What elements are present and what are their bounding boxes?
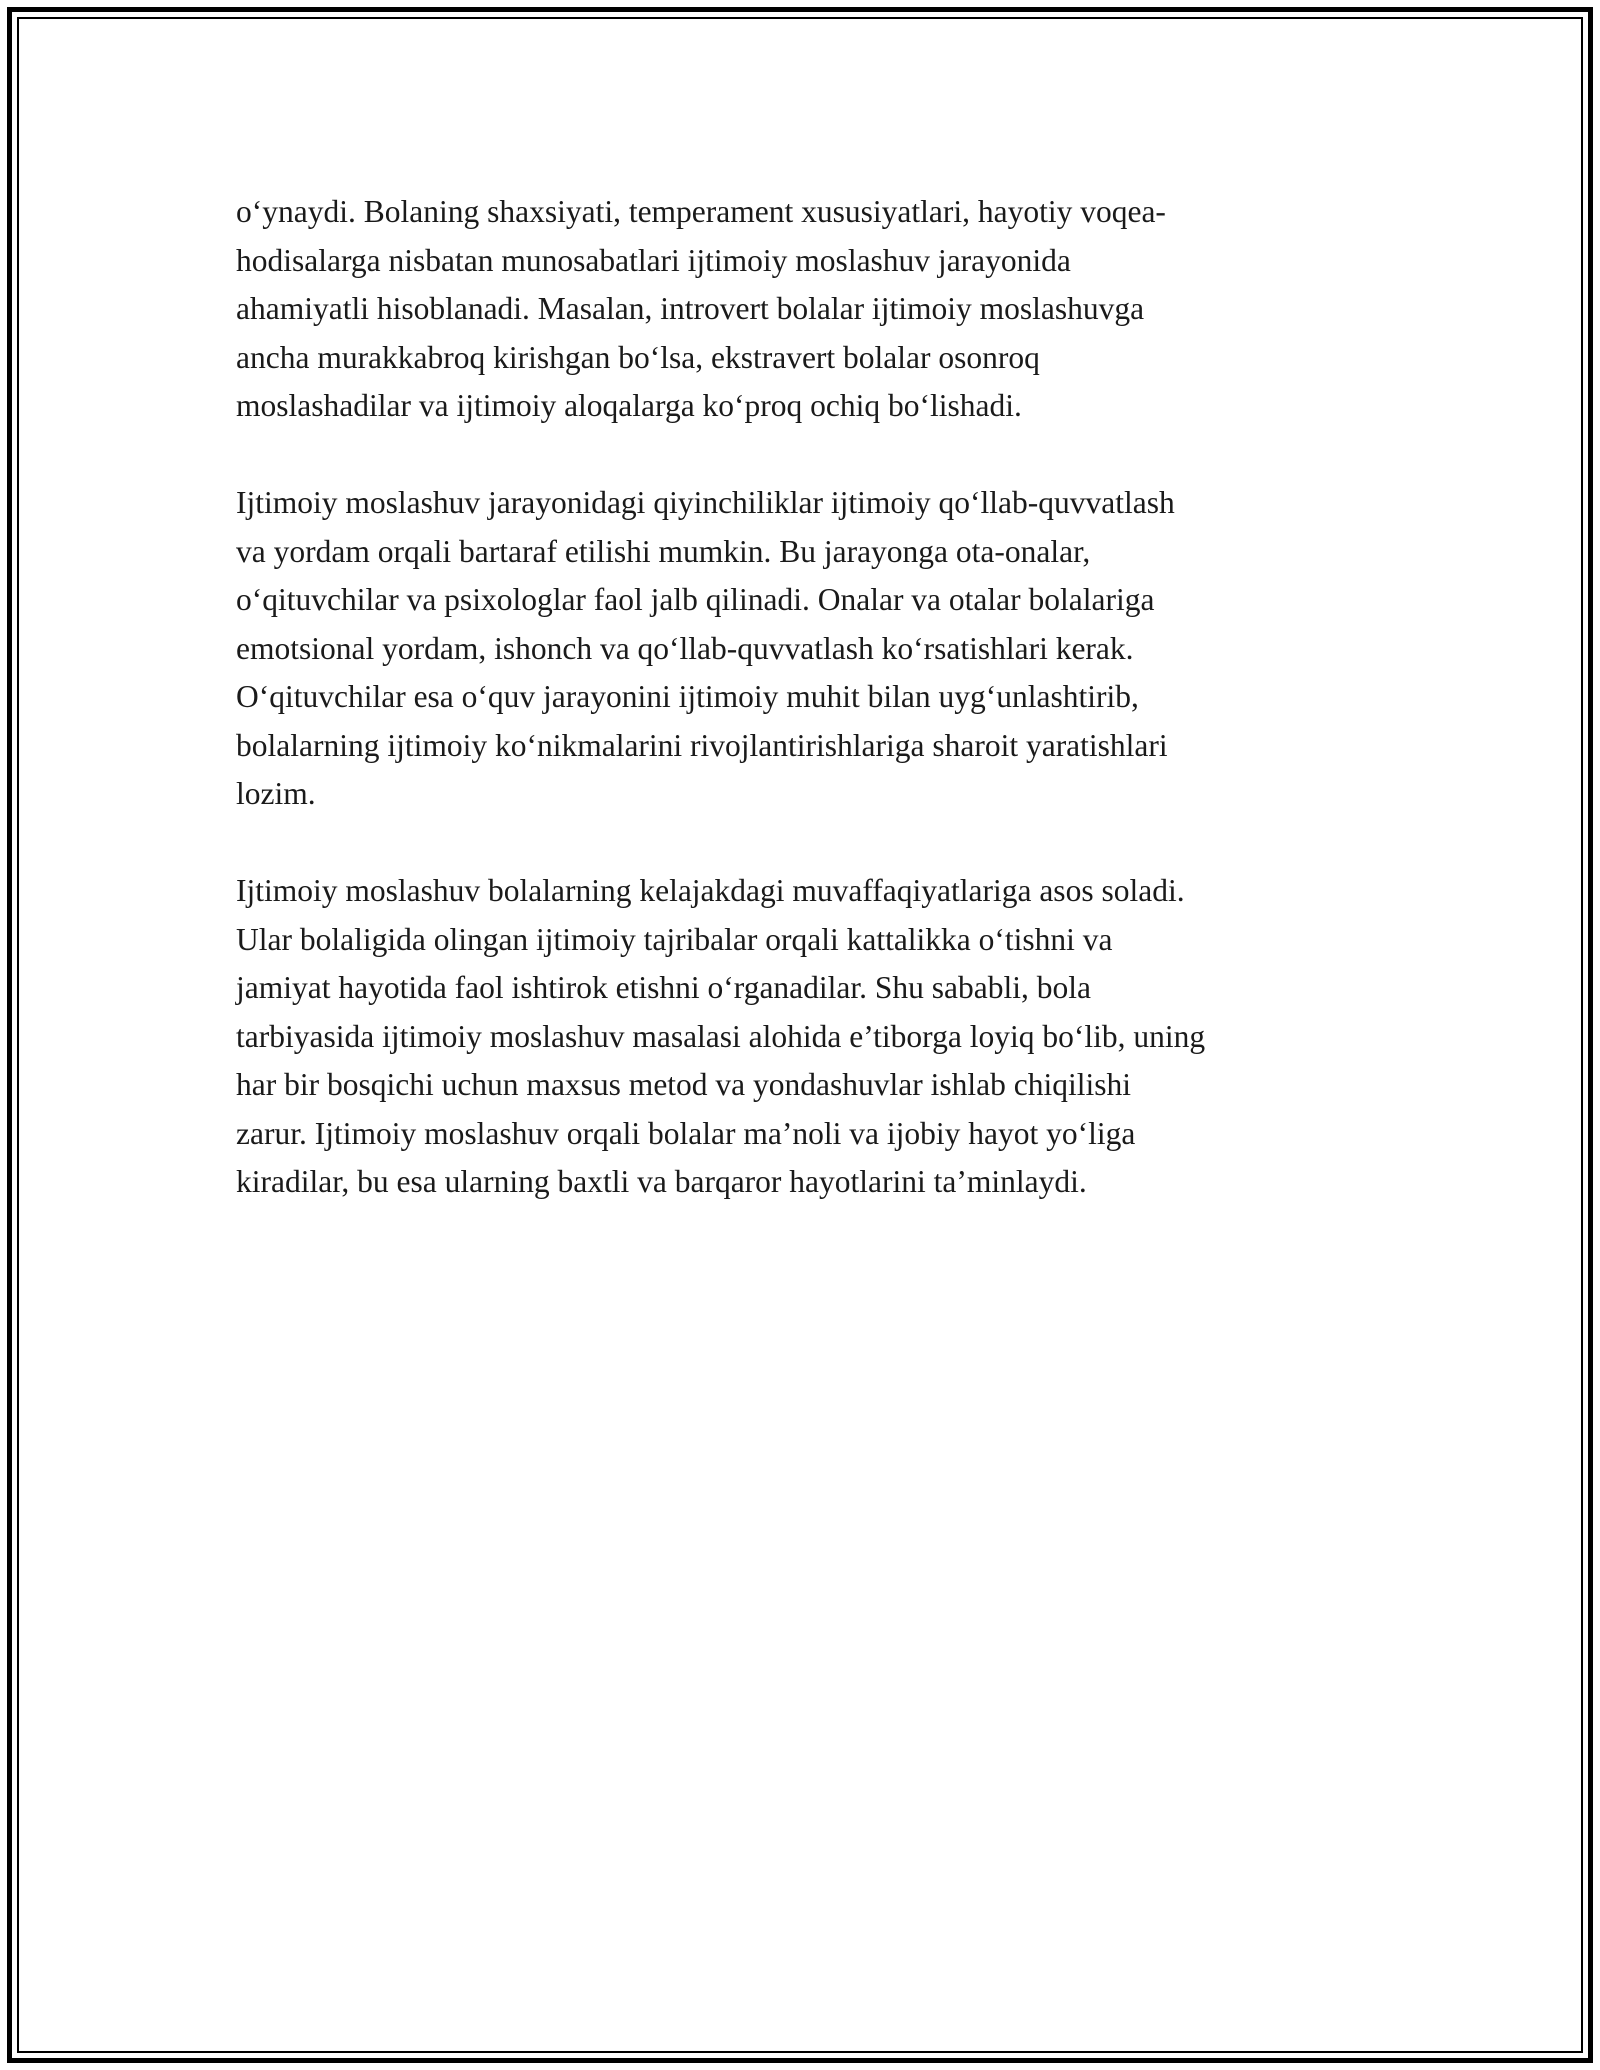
- document-body: [236, 188, 1386, 1255]
- paragraph-2: [236, 479, 1386, 819]
- text-line: zarur. Ijtimoiy moslashuv orqali bolalar ma’noli va ijobiy hayot yo‘liga: [236, 1115, 1136, 1151]
- text-line: ahamiyatli hisoblanadi. Masalan, introvert bolalar ijtimoiy moslashuvga: [236, 291, 1145, 326]
- paragraph-1: [236, 188, 1386, 431]
- text-line: jamiyat hayotida faol ishtirok etishni o‘rganadilar. Shu sababli, bola: [236, 970, 1091, 1005]
- text-line: ancha murakkabroq kirishgan bo‘lsa, ekstravert bolalar osonroq: [236, 339, 1040, 375]
- text-line: emotsional yordam, ishonch va qo‘llab-quvvatlash ko‘rsatishlari kerak.: [236, 630, 1134, 666]
- text-line: o‘qituvchilar va psixologlar faol jalb qilinadi. Onalar va otalar bolalariga: [236, 582, 1155, 617]
- text-line: har bir bosqichi uchun maxsus metod va yondashuvlar ishlab chiqilishi: [236, 1067, 1131, 1102]
- text-line: Ijtimoiy moslashuv jarayonidagi qiyinchiliklar ijtimoiy qo‘llab-quvvatlash: [236, 485, 1175, 520]
- text-line: kiradilar, bu esa ularning baxtli va barqaror hayotlarini ta’minlaydi.: [236, 1164, 1087, 1199]
- text-line: lozim.: [236, 776, 316, 811]
- text-line: o‘ynaydi. Bolaning shaxsiyati, temperament xususiyatlari, hayotiy voqea-: [236, 194, 1166, 229]
- text-line: bolalarning ijtimoiy ko‘nikmalarini rivojlantirishlariga sharoit yaratishlari: [236, 727, 1168, 763]
- text-line: Ular bolaligida olingan ijtimoiy tajribalar orqali kattalikka o‘tishni va: [236, 921, 1113, 957]
- text-line: moslashadilar va ijtimoiy aloqalarga ko‘proq ochiq bo‘lishadi.: [236, 388, 1022, 423]
- text-line: hodisalarga nisbatan munosabatlari ijtimoiy moslashuv jarayonida: [236, 242, 1071, 278]
- text-line: Ijtimoiy moslashuv bolalarning kelajakdagi muvaffaqiyatlariga asos soladi.: [236, 873, 1185, 908]
- text-line: O‘qituvchilar esa o‘quv jarayonini ijtimoiy muhit bilan uyg‘unlashtirib,: [236, 679, 1139, 714]
- paragraph-3: [236, 867, 1386, 1207]
- text-line: va yordam orqali bartaraf etilishi mumkin. Bu jarayonga ota-onalar,: [236, 533, 1091, 569]
- text-line: tarbiyasida ijtimoiy moslashuv masalasi alohida e’tiborga loyiq bo‘lib, uning: [236, 1018, 1206, 1054]
